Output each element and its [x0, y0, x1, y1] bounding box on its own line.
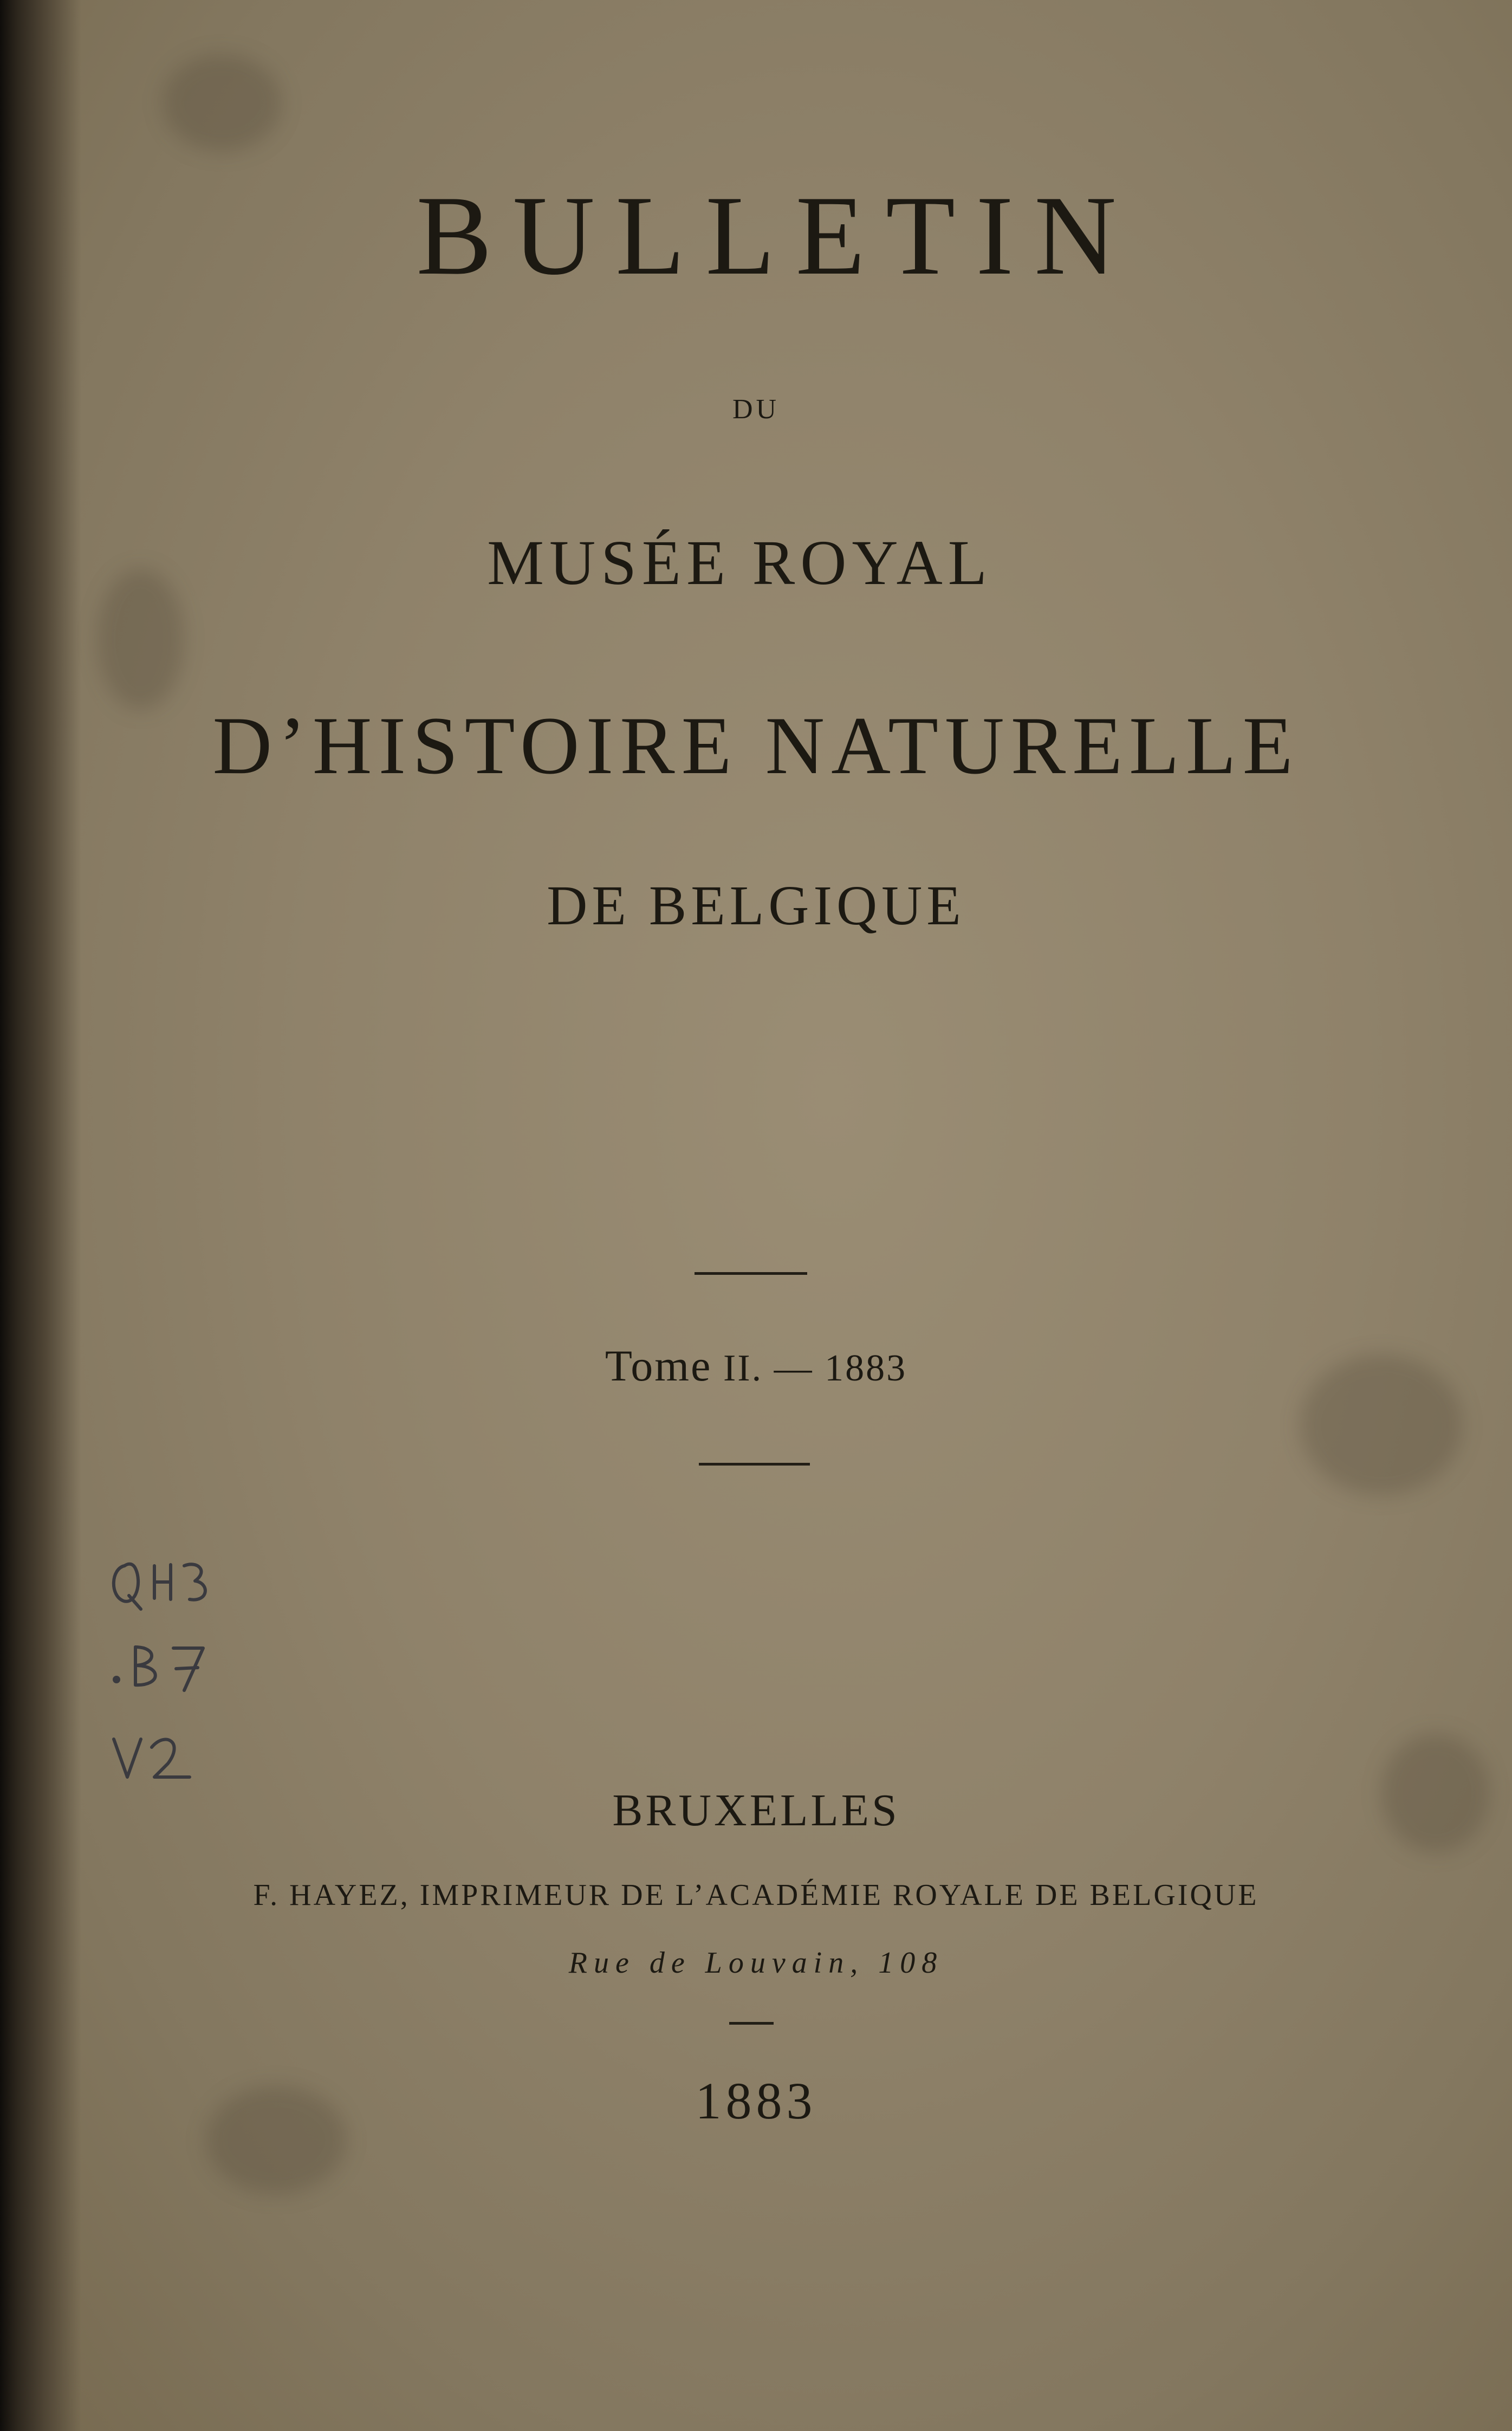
imprint-printer: F. HAYEZ, IMPRIMEUR DE L’ACADÉMIE ROYALE DE BELGIQUE	[253, 1878, 1259, 1912]
subtitle-histoire-naturelle: D’HISTOIRE NATURELLE	[212, 700, 1300, 791]
volume-number: II.	[723, 1347, 763, 1389]
volume-label: Tome	[605, 1341, 712, 1390]
divider-rule-middle	[699, 1463, 810, 1466]
imprint-year: 1883	[695, 2072, 817, 2130]
book-spine-shadow	[0, 0, 81, 2431]
subtitle-de-belgique: DE BELGIQUE	[547, 874, 965, 937]
page-title: BULLETIN	[416, 173, 1137, 299]
volume-line	[0, 1341, 1512, 1390]
volume-dash: —	[774, 1347, 814, 1389]
paper-stain	[163, 54, 282, 152]
volume-year: 1883	[825, 1347, 907, 1389]
subtitle-du: DU	[732, 394, 780, 425]
handwritten-call-number	[103, 1544, 244, 1804]
subtitle-musee-royal: MUSÉE ROYAL	[487, 527, 992, 598]
divider-rule-bottom	[729, 2022, 774, 2025]
imprint-city: BRUXELLES	[612, 1785, 900, 1836]
divider-rule-top	[695, 1272, 807, 1275]
imprint-address: Rue de Louvain, 108	[568, 1946, 944, 1980]
